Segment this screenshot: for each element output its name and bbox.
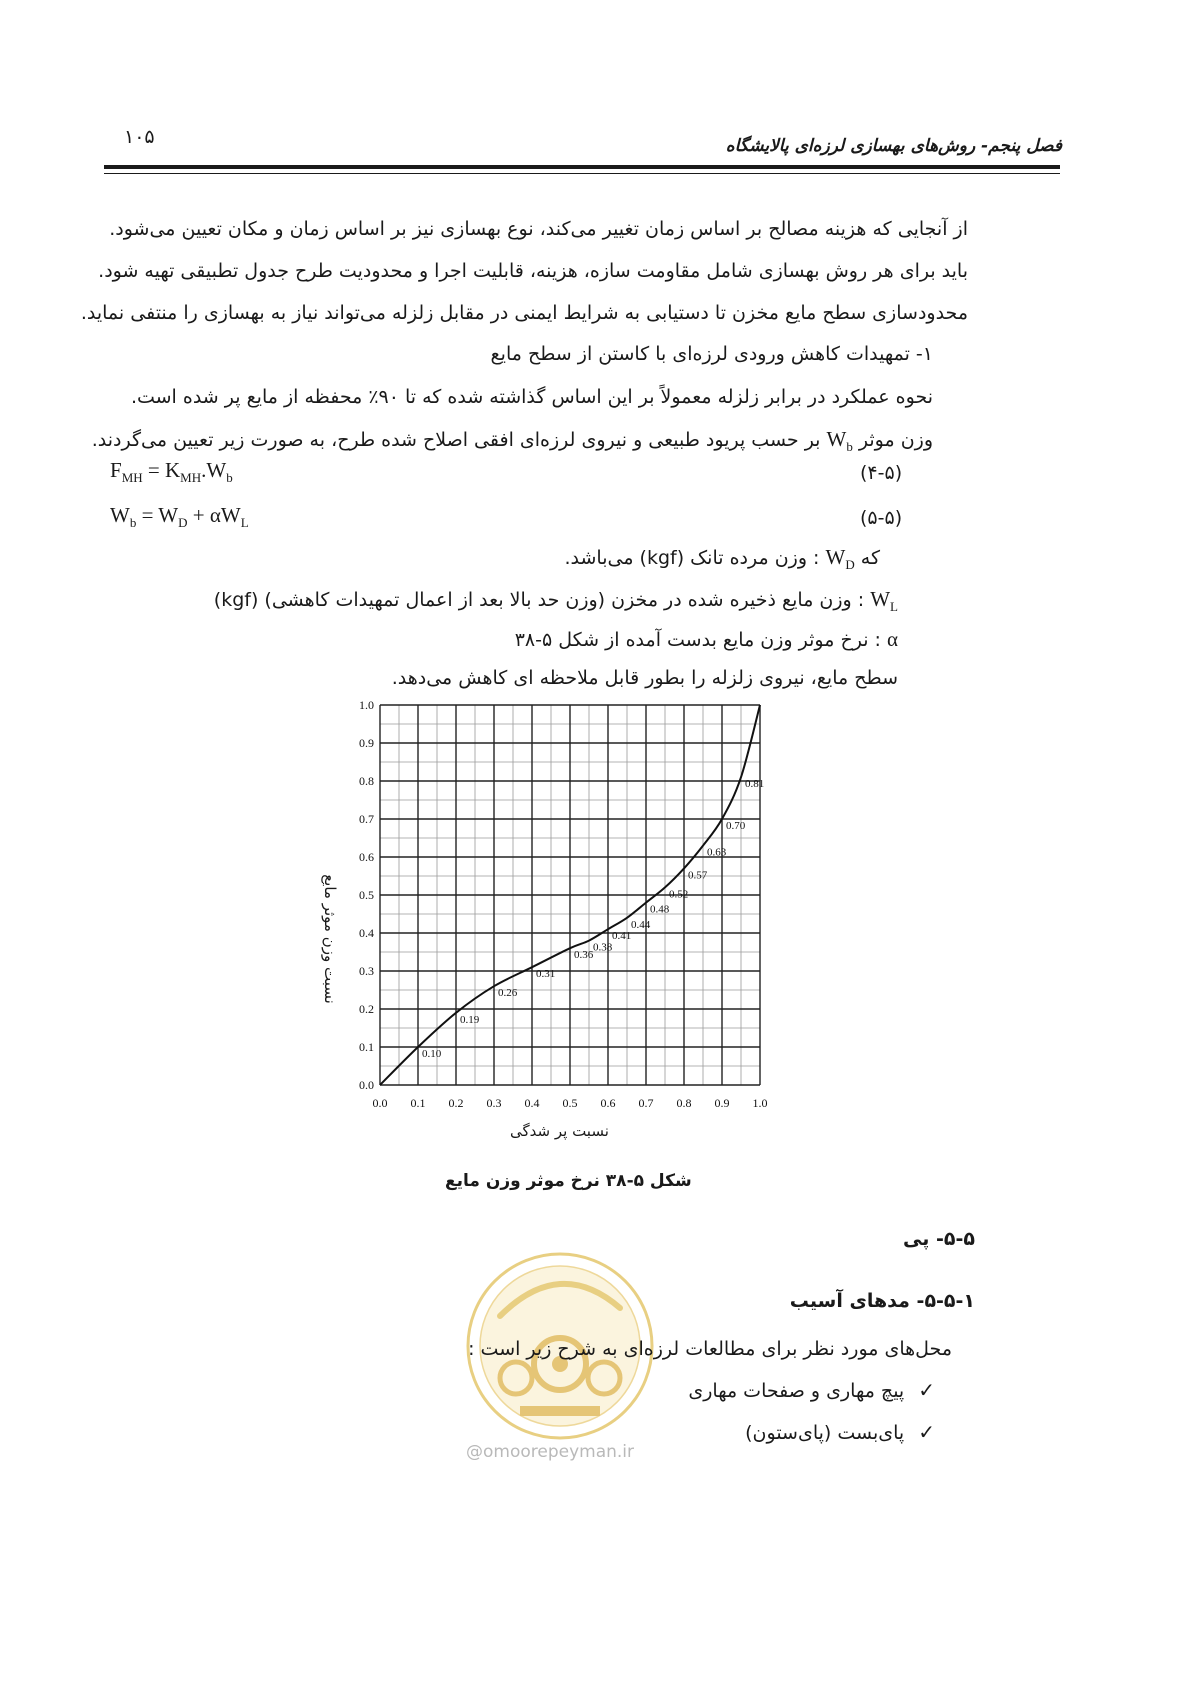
x-tick-label: 0.8: [676, 1096, 692, 1110]
alpha-symbol: α: [886, 627, 898, 651]
x-tick-label: 0.2: [448, 1096, 464, 1110]
data-label: 0.81: [745, 778, 765, 791]
x-tick-label: 0.5: [562, 1096, 578, 1110]
y-tick-label: 0.2: [359, 1002, 374, 1016]
chart-figure: [320, 690, 800, 1165]
paragraph-1: از آنجایی که هزینه مصالح بر اساس زمان تغییر می‌کند، نوع بهسازی نیز بر اساس زمان و مکان تعیین می‌شود.: [109, 218, 968, 240]
definition-wl-text: : وزن مایع ذخیره شده در مخزن (وزن حد بالا بعد از اعمال تمهیدات کاهشی) (kgf): [213, 589, 865, 611]
x-tick-label: 0.1: [410, 1096, 426, 1110]
data-label: 0.44: [631, 918, 651, 931]
definition-alpha-text: : نرخ موثر وزن مایع بدست آمده از شکل ۵-۳۸: [514, 629, 881, 651]
bullet-item-1: [688, 1378, 935, 1402]
bullet-item-1-text: پیچ مهاری و صفحات مهاری: [688, 1380, 905, 1402]
bullet-item-2-text: پای‌بست (پای‌ستون): [745, 1422, 905, 1444]
watermark-site-text: omoorepeyman.ir: [483, 1442, 635, 1462]
chart-ticks: [359, 698, 768, 1110]
wd-symbol: $W_D$: [825, 545, 855, 573]
x-tick-label: 1.0: [752, 1096, 768, 1110]
data-label: 0.41: [612, 930, 632, 943]
data-label: 0.57: [688, 869, 708, 882]
data-label: 0.36: [574, 949, 594, 962]
y-tick-label: 0.8: [359, 774, 374, 788]
section-heading-damage-modes: ۵-۵-۱- مدهای آسیب: [789, 1290, 975, 1312]
definition-closing: سطح مایع، نیروی زلزله را بطور قابل ملاحظه ای کاهش می‌دهد.: [391, 667, 898, 689]
paragraph-3: محدودسازی سطح مایع مخزن تا دستیابی به شرایط ایمنی در مقابل زلزله می‌تواند نیاز به بهسازی را منتفی نماید.: [80, 302, 968, 324]
data-label: 0.63: [707, 846, 727, 859]
paragraph-5-start: وزن موثر: [858, 429, 933, 451]
wl-symbol: $W_L$: [870, 587, 898, 615]
definition-alpha: [515, 627, 898, 652]
wb-symbol: $W_b$: [826, 427, 853, 455]
watermark-site: [466, 1442, 634, 1462]
y-tick-label: 0.6: [359, 850, 374, 864]
x-tick-label: 0.6: [600, 1096, 616, 1110]
y-tick-label: 0.7: [359, 812, 374, 826]
equation-number-4-5: (۴-۵): [860, 462, 903, 484]
data-label: 0.52: [669, 888, 689, 901]
paragraph-4: نحوه عملکرد در برابر زلزله معمولاً بر این اساس گذاشته شده که تا ۹۰٪ محفظه از مایع پر شده است.: [130, 386, 933, 408]
list-item-1: ۱- تمهیدات کاهش ورودی لرزه‌ای با کاستن از سطح مایع: [490, 343, 933, 365]
y-tick-label: 0.3: [359, 964, 374, 978]
data-label: 0.70: [726, 820, 746, 832]
check-icon: ✓: [918, 1378, 935, 1402]
watermark-at-icon: @: [466, 1442, 483, 1462]
paragraph-5-end: بر حسب پریود طبیعی و نیروی لرزه‌ای افقی اصلاح شده طرح، به صورت زیر تعیین می‌گردند.: [91, 429, 821, 451]
chart-y-axis-label: نسبت وزن موثر مایع: [321, 874, 339, 1004]
y-tick-label: 0.9: [359, 736, 374, 750]
y-tick-label: 1.0: [359, 698, 374, 712]
y-tick-label: 0.1: [359, 1040, 374, 1054]
definition-wd-text: : وزن مرده تانک (kgf) می‌باشد.: [564, 547, 820, 569]
section-heading-foundation: ۵-۵- پی: [903, 1228, 975, 1250]
data-label: 0.31: [536, 968, 556, 981]
equation-number-5-5: (۵-۵): [860, 507, 903, 529]
header-rule-thick: [104, 165, 1060, 169]
y-tick-label: 0.5: [359, 888, 374, 902]
x-tick-label: 0.9: [714, 1096, 730, 1110]
data-label: 0.10: [422, 1048, 442, 1060]
chart-data-labels: [422, 778, 764, 1060]
page-number: ۱۰۵: [124, 126, 155, 148]
bullet-item-2: [745, 1420, 935, 1444]
y-tick-label: 0.0: [359, 1078, 374, 1092]
paragraph-5: [92, 427, 933, 455]
data-label: 0.26: [498, 987, 518, 1000]
figure-caption: شکل ۵-۳۸ نرخ موثر وزن مایع: [445, 1171, 692, 1191]
data-label: 0.48: [650, 903, 670, 916]
chart-x-axis-label: نسبت پر شدگی: [510, 1122, 609, 1140]
header-rule-thin: [104, 173, 1060, 174]
x-tick-label: 0.0: [372, 1096, 388, 1110]
x-tick-label: 0.4: [524, 1096, 540, 1110]
chapter-title: فصل پنجم- روش‌های بهسازی لرزه‌ای پالایشگاه: [725, 136, 1062, 156]
equation-5-5: $W_b = W_D + \alpha W_L$: [110, 503, 249, 531]
definition-intro: که: [860, 547, 880, 569]
paragraph-2: باید برای هر روش بهسازی شامل مقاومت سازه، هزینه، قابلیت اجرا و محدودیت طرح جدول تطبیقی تهیه شود.: [98, 260, 968, 282]
data-label: 0.38: [593, 941, 613, 954]
definition-wl: [214, 587, 898, 615]
equation-4-5: $F_{MH} = K_{MH}.W_b$: [110, 458, 233, 486]
y-tick-label: 0.4: [359, 926, 374, 940]
x-tick-label: 0.3: [486, 1096, 502, 1110]
x-tick-label: 0.7: [638, 1096, 654, 1110]
section-intro: محل‌های مورد نظر برای مطالعات لرزه‌ای به شرح زیر است :: [468, 1338, 952, 1360]
data-label: 0.19: [460, 1013, 480, 1026]
check-icon: ✓: [918, 1420, 935, 1444]
chart-svg: [320, 690, 800, 1165]
definition-wd: [564, 545, 880, 573]
